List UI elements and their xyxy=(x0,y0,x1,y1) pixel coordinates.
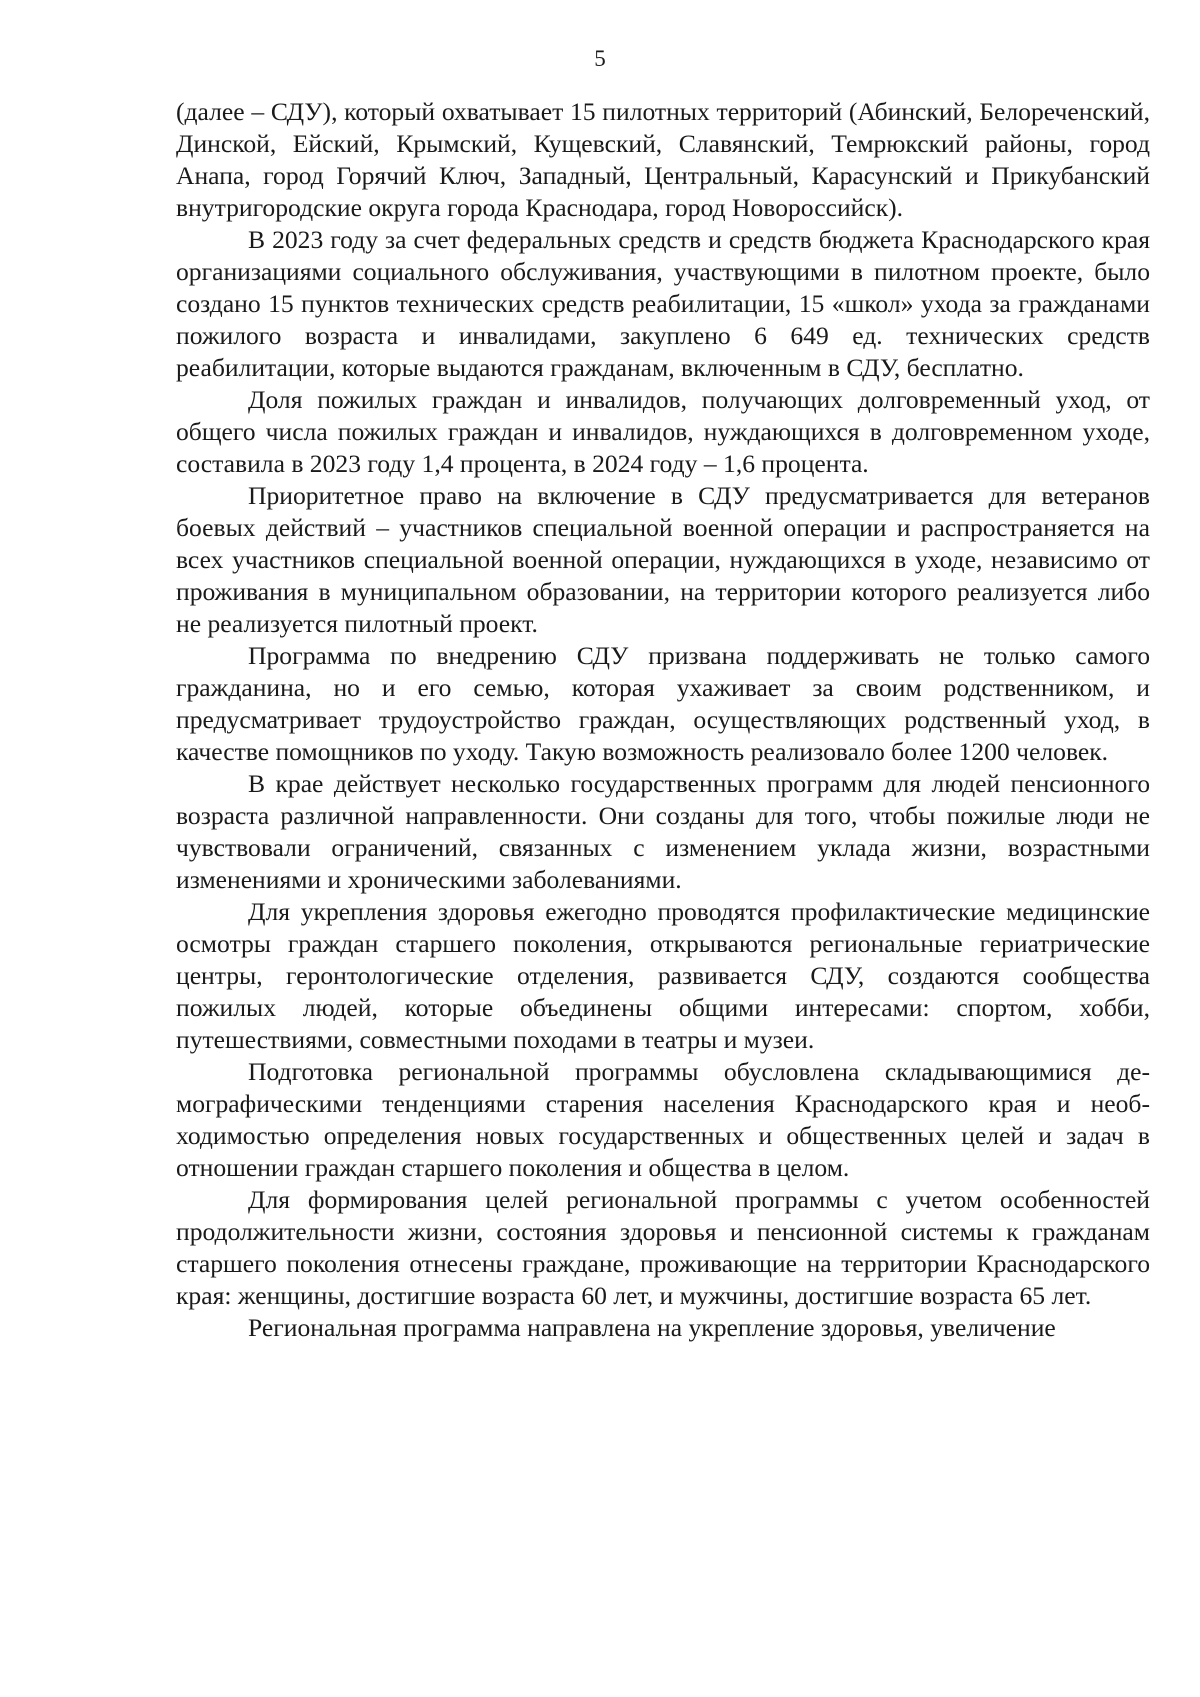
paragraph: Приоритетное право на включение в СДУ предусматривается для ветеранов боевых действий – участников специальной военной операции и распространяется на всех участников специальной военной операции, нуждающихся в уходе, независимо от проживания в муниципальном образовании, на территории которого реализуется либо не реализуется пилотный проект. xyxy=(176,481,1150,638)
paragraph: Для формирования целей региональной программы с учетом особенностей продолжительности жизни, состояния здоровья и пенсионной системы к гражданам старшего поколения отнесены граждане, проживающие на территории Краснодарского края: женщины, достигшие возраста 60 лет, и мужчины, достигшие возраста 65 лет. xyxy=(176,1185,1150,1310)
document-body xyxy=(176,96,1150,1344)
paragraph: Подготовка региональной программы обусловлена складывающимися демографическими тенденциями старения населения Краснодарского края и необходимостью определения новых государственных и общественных целей и задач в отношении граждан старшего поколения и общества в целом. xyxy=(176,1057,1150,1182)
paragraph: (далее – СДУ), который охватывает 15 пилотных территорий (Абинский, Белореченский, Динской, Ейский, Крымский, Кущевский, Славянский, Темрюкский районы, город Анапа, город Горячий Ключ, Западный, Центральный, Карасунский и Прикубанский внутригородские округа города Краснодара, город Новороссийск). xyxy=(176,97,1150,222)
paragraph: В крае действует несколько государственных программ для людей пенсионного возраста различной направленности. Они созданы для того, чтобы пожилые люди не чувствовали ограничений, связанных с изменением уклада жизни, возрастными изменениями и хроническими заболеваниями. xyxy=(176,769,1150,894)
paragraph: Программа по внедрению СДУ призвана поддерживать не только самого гражданина, но и его семью, которая ухаживает за своим родственником, и предусматривает трудоустройство граждан, осуществляющих родственный уход, в качестве помощников по уходу. Такую возможность реализовало более 1200 человек. xyxy=(176,641,1150,766)
page-number: 5 xyxy=(594,46,606,71)
paragraph: Для укрепления здоровья ежегодно проводятся профилактические медицинские осмотры граждан старшего поколения, открываются региональные гериатрические центры, геронтологические отделения, развивается СДУ, создаются сообщества пожилых людей, которые объединены общими интересами: спортом, хобби, путешествиями, совместными походами в театры и музеи. xyxy=(176,897,1150,1054)
paragraph: В 2023 году за счет федеральных средств и средств бюджета Краснодарского края организациями социального обслуживания, участвующими в пилотном проекте, было создано 15 пунктов технических средств реабилитации, 15 «школ» ухода за гражданами пожилого возраста и инвалидами, закуплено 6 649 ед. технических средств реабилитации, которые выдаются гражданам, включенным в СДУ, бесплатно. xyxy=(176,225,1150,382)
paragraph: Региональная программа направлена на укрепление здоровья, увеличение xyxy=(248,1313,1056,1342)
paragraph: Доля пожилых граждан и инвалидов, получающих долговременный уход, от общего числа пожилых граждан и инвалидов, нуждающихся в долговременном уходе, составила в 2023 году 1,4 процента, в 2024 году – 1,6 процента. xyxy=(176,385,1150,478)
